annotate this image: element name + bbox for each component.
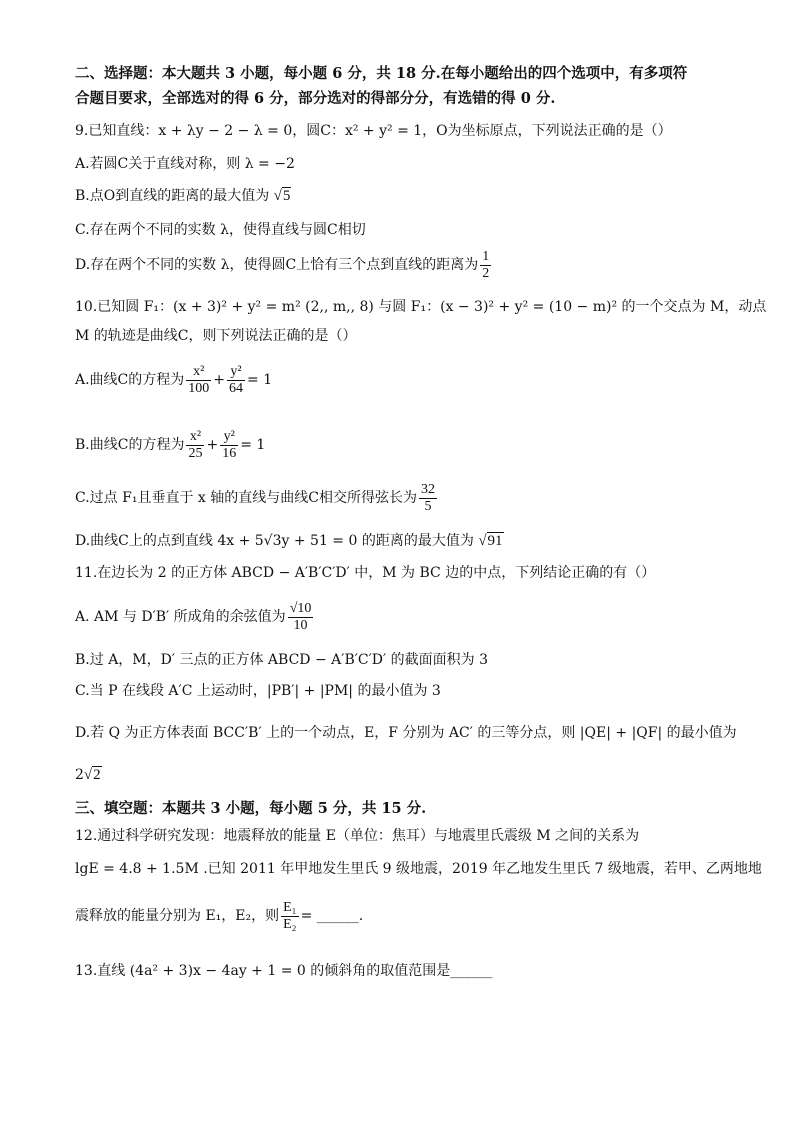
q11-option-b: B.过 A，M，D′ 三点的正方体 ABCD − A′B′C′D′ 的截面面积为 3 — [75, 652, 489, 668]
q10-option-c — [75, 478, 734, 518]
fraction-denominator: 64 — [229, 380, 244, 396]
q9-option-b — [75, 186, 734, 206]
q10-stem-line1: 10.已知圆 F₁：(x + 3)² + y² = m² (2,, m,, 8) 与圆 F₁：(x − 3)² + y² = (10 − m)² 的一个交点为 M，动点 — [75, 299, 767, 315]
fraction-denominator: 100 — [188, 380, 210, 396]
q11-option-c: C.当 P 在线段 A′C 上运动时，|PB′| + |PM| 的最小值为 3 — [75, 683, 441, 699]
fraction-denominator: E₂ — [283, 916, 297, 932]
fraction-denominator: 16 — [222, 445, 237, 461]
q9-option-a: A.若圆C关于直线对称，则 λ = −2 — [75, 156, 295, 172]
q10-option-b-fraction-x — [186, 429, 204, 462]
q12-line1: 12.通过科学研究发现：地震释放的能量 E（单位：焦耳）与地震里氏震级 M 之间的关系为 — [75, 828, 640, 844]
q9-option-d — [75, 247, 734, 283]
q10-option-b-tail: = 1 — [240, 437, 266, 453]
q11-option-d-value — [75, 765, 734, 785]
fraction-numerator: E₁ — [283, 899, 297, 915]
sqrt-symbol: √91 — [478, 533, 503, 549]
q12-answer-blank: = ______. — [300, 908, 364, 924]
q10-option-d-radicand: 91 — [487, 533, 503, 549]
q9-option-b-text: B.点O到直线的距离的最大值为 — [75, 188, 274, 204]
q9-stem: 9.已知直线：x + λy − 2 − λ = 0，圆C：x² + y² = 1，O为坐标原点，下列说法正确的是（） — [75, 123, 672, 139]
q10-option-a-fraction-x — [186, 364, 211, 397]
fraction-numerator: y² — [227, 364, 245, 381]
fraction-numerator: x² — [186, 429, 204, 446]
q10-stem-line2: M 的轨迹是曲线C，则下列说法正确的是（） — [75, 328, 357, 344]
fraction-denominator: 2 — [482, 265, 490, 281]
q10-option-a: A.曲线C的方程为 $\frac{\text{x²}}{100}$ + $\frac{\text{y²}}{64}$ = 1 — [75, 363, 273, 396]
q10-option-d-text: D.曲线C上的点到直线 4x + 5√3y + 51 = 0 的距离的最大值为 — [75, 533, 479, 549]
q10-option-c-text: C.过点 F₁且垂直于 x 轴的直线与曲线C相交所得弦长为 — [75, 490, 417, 506]
q11-stem: 11.在边长为 2 的正方体 ABCD − A′B′C′D′ 中，M 为 BC 边的中点，下列结论正确的有（） — [75, 565, 656, 581]
sqrt-symbol: √2 — [83, 767, 101, 783]
q10-option-b-text: B.曲线C的方程为 — [75, 437, 185, 453]
q11-option-a-text: A. AM 与 D′B′ 所成角的余弦值为 — [75, 609, 286, 625]
q11-option-a — [75, 597, 734, 637]
q11-option-d: D.若 Q 为正方体表面 BCC′B′ 上的一个动点，E，F 分别为 AC′ 的三等分点，则 |QE| + |QF| 的最小值为 — [75, 725, 737, 741]
q13-line: 13.直线 (4a² + 3)x − 4ay + 1 = 0 的倾斜角的取值范围是______ — [75, 963, 493, 979]
fraction-numerator: x² — [186, 364, 211, 381]
q12-line3-text: 震释放的能量分别为 E₁，E₂，则 — [75, 908, 280, 924]
q11-option-a-fraction — [288, 601, 314, 634]
q9-option-b-radicand: 5 — [282, 188, 291, 204]
fraction-denominator: 5 — [424, 498, 432, 514]
q10-option-d — [75, 531, 734, 551]
q10-option-a-text: A.曲线C的方程为 — [75, 372, 185, 388]
fraction-numerator: 1 — [482, 248, 490, 264]
q10-option-b-fraction-y — [220, 429, 238, 462]
q12-energy-ratio-fraction — [281, 900, 298, 933]
q9-option-d-fraction — [480, 249, 491, 282]
fraction-denominator: 10 — [293, 617, 308, 633]
q10-option-b: B.曲线C的方程为 $\frac{\text{x²}}{25}$ + $\frac{\text{y²}}{16}$ = 1 — [75, 428, 266, 461]
section3-heading: 三、填空题：本题共 3 小题，每小题 5 分，共 15 分. — [75, 800, 427, 817]
fraction-denominator: 25 — [188, 445, 203, 461]
q10-option-a-tail: = 1 — [247, 372, 273, 388]
fraction-numerator: 32 — [420, 481, 435, 497]
section2-heading-line2: 合题目要求，全部选对的得 6 分，部分选对的得部分分，有选错的得 0 分. — [75, 90, 556, 107]
section2-heading-line1: 二、选择题：本大题共 3 小题，每小题 6 分，共 18 分.在每小题给出的四个选项中，有多项符 — [75, 65, 688, 82]
q9-option-d-text: D.存在两个不同的实数 λ，使得圆C上恰有三个点到直线的距离为 — [75, 257, 479, 273]
q12-line3 — [75, 896, 734, 936]
sqrt-symbol: √5 — [273, 188, 291, 204]
q10-option-c-fraction — [419, 482, 437, 515]
q12-line2: lgE = 4.8 + 1.5M .已知 2011 年甲地发生里氏 9 级地震，2019 年乙地发生里氏 7 级地震，若甲、乙两地地 — [75, 861, 762, 877]
q10-option-a-fraction-y — [227, 364, 245, 397]
q9-option-c: C.存在两个不同的实数 λ，使得直线与圆C相切 — [75, 222, 366, 238]
q11-option-d-radicand: 2 — [93, 767, 101, 783]
q11-option-d-coef: 2 — [75, 767, 84, 783]
fraction-numerator: √10 — [289, 600, 312, 616]
fraction-numerator: y² — [220, 429, 238, 446]
